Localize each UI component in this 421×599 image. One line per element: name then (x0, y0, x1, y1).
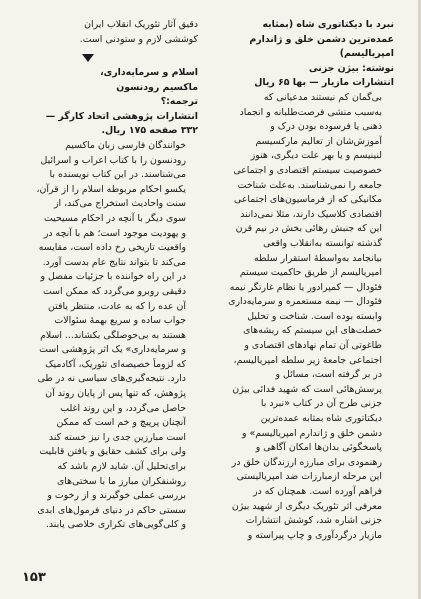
text-line: به‌سبب منشی فرصت‌طلبانه و انجماد (239, 106, 382, 118)
text-line: اقتصادی کلاسیک دارند، مثلا نمی‌دانند (240, 208, 382, 220)
text-line: گذشته توانسته به‌انقلاب واقعی (263, 237, 382, 249)
text-line: معرفی اثر تئوریک دیگری از شهید بیژن (231, 500, 382, 512)
text-line: هستند به بی‌حوصلگی بکشاند... اسلام (40, 329, 186, 341)
text-line: فراهم آورده است. همچنان که در (253, 486, 382, 497)
text-line: طاغوتی آن تمام نهادهای اقتصادی و (244, 340, 382, 352)
header-line: امپریالیسم) (339, 48, 394, 60)
text-line: جواب ساده و سریع بهمهٔ سئوالات (54, 315, 186, 327)
text-line: مکانیکی که از فرماسیون‌های اجتماعی (233, 194, 382, 206)
text-line: سوی دیگر با آنچه در احکام مسیحیت (43, 212, 186, 224)
text-line: ولی برای کشف حقایق و یافتن قابلیت (39, 446, 186, 458)
right-column (199, 18, 394, 543)
text-line: پژوهش، که تنها پس از پایان روند آن (45, 388, 186, 400)
text-line: روشنفکران مبارز ما با سختی‌های (56, 475, 186, 487)
text-line: کوششی لازم و ستودنی است. (79, 33, 198, 45)
text-line: مازیار درگردآوری و چاپ پیراسته و (247, 529, 382, 541)
text-line: یکسو احکام مربوطه اسلام را از قرآن، (36, 183, 186, 195)
text-line: آنچنان پرپیچ و خم است که ممکن (56, 417, 186, 429)
text-line: این مرحله ازمبارزات ضد امپریالیستی (236, 471, 382, 483)
text-line: واقعیت تاریخی رخ داده است، مقایسه (38, 242, 186, 254)
text-line: است مبارزین جدی را نیز خسته کند (48, 431, 186, 443)
left-book-header (22, 66, 198, 139)
page-number: ۱۵۳ (22, 570, 46, 585)
text-line: اجتماعی جامعهٔ زیر سلطه امپریالیسم، (233, 354, 382, 366)
text-line: دشمن خلق و ژاندارم امپریالیسم» و (242, 427, 382, 439)
text-line: حاصل می‌گردد، و این روند اغلب (60, 402, 186, 414)
text-line: دقیق آثار تئوریک انقلاب ایران (84, 19, 198, 30)
header-line: ترجمه:؟ (160, 96, 198, 108)
text-line: که لزوماً خصیصه‌ای تئوریک، آکادمیک (45, 358, 186, 370)
text-line: و یهودیت موجود است؛ هم با آنچه در (43, 227, 186, 239)
text-line: و کلی‌گویی‌های تکراری خلاصی یابند. (45, 519, 186, 531)
right-review-body (199, 91, 394, 543)
text-line: این که جنبش رهائی بخش در نیم قرن (235, 223, 382, 235)
text-line: دارد. نتیجه‌گیری‌های سیاسی نه در طی (37, 373, 186, 385)
text-line: دقیقی روبرو می‌گردد که ممکن است (42, 285, 186, 297)
header-line: ۳۳۲ صفحه ۱۷۵ ریال. (101, 125, 198, 137)
text-line: آموزش‌شان از تعالیم مارکسیسم (255, 135, 382, 147)
text-line: آن عده را که به عادت، منتظر یافتن (48, 300, 186, 312)
text-line: خصلت‌های این سیستم که ریشه‌های (243, 325, 382, 337)
text-line: فئودال — کمپرادور یا نظام غارتگر نیمه (229, 281, 382, 293)
header-line: انتشارات مازیار — بها ۶۵ ریال (254, 77, 394, 89)
left-column-continuation (22, 18, 198, 47)
text-line: جامعه را نمی‌شناسند. به‌علت شناخت (237, 179, 382, 191)
header-line: اسلام و سرمایه‌داری، (100, 67, 198, 78)
text-line: جزنی طرح آن در کتاب «نبرد با (260, 398, 382, 410)
header-line: نبرد با دیکتاتوری شاه (بمثابه (262, 19, 394, 30)
text-line: بیانجامد به‌واسطهٔ استقرار سلطه (253, 252, 382, 264)
text-line: جزنی اشاره شد، کوشش انتشارات (245, 515, 382, 527)
header-line: عمده‌ترین دشمن خلق و ژاندارم (249, 33, 394, 45)
text-line: فئودال — نیمه مستعمره و سرمایه‌داری (228, 296, 382, 308)
text-line: سستی حاکم در دنیای فرمول‌های ابدی (37, 504, 186, 516)
text-line: پاسخگوئی بدان‌ها امکان آگاهی و (255, 442, 382, 454)
text-line: خصوصیت سیستم اقتصادی و اجتماعی (233, 164, 382, 176)
section-marker-icon (82, 54, 94, 62)
text-line: وابسته بوده است. شناخت و تحلیل (247, 310, 382, 322)
header-line: انتشارات پژوهشی اتحاد کارگر — (45, 110, 198, 122)
text-line: پرسش‌هائی است که شهید فدائی بیژن (232, 383, 382, 395)
text-line: امپریالیسم از طریق حاکمیت سیستم (239, 267, 382, 279)
text-line: بی‌گمان کم نیستند مدعیانی که (263, 91, 382, 103)
text-line: می‌کند تا بتواند نتایج عام بدست آورد. (42, 256, 186, 268)
text-line: خوانندگان فارسی زبان ماکسیم (65, 139, 186, 151)
text-line: در این راه خواننده با جزئیات مفصل و (40, 271, 186, 283)
text-line: می‌شناسند. در این کتاب نویسنده با (49, 169, 186, 181)
text-line: و سرمایه‌داری» یک اثر پژوهشی است (39, 344, 186, 356)
text-line: در بر گرفته است، مسائل و (275, 369, 382, 381)
header-line: ماکسیم رودنسون (116, 81, 198, 93)
text-line: برای‌تحلیل آن. شاید لازم باشد که (57, 461, 186, 473)
left-review-body (22, 139, 198, 533)
header-line: نوشته: بیژن جزنی (308, 62, 394, 74)
text-line: سنت واحادیث استخراج می‌کند، از (54, 198, 186, 210)
text-line: رودنسون را با کتاب اعراب و اسرائیل (40, 154, 186, 166)
left-column (22, 66, 198, 533)
text-line: رهنمودی برای مبارزه ارزندگان خلق در (231, 456, 382, 468)
text-line: بررسی عملی خوگیرند و از رخوت و (47, 490, 186, 502)
text-line: دیکتاتوری شاه بمثابه عمده‌ترین (260, 413, 382, 425)
text-line: ذهنی یا فرسوده بودن درک و (270, 121, 382, 133)
text-line: لنینیسم و یا بهر علت دیگری، هنوز (250, 150, 382, 162)
right-book-header (199, 18, 394, 91)
